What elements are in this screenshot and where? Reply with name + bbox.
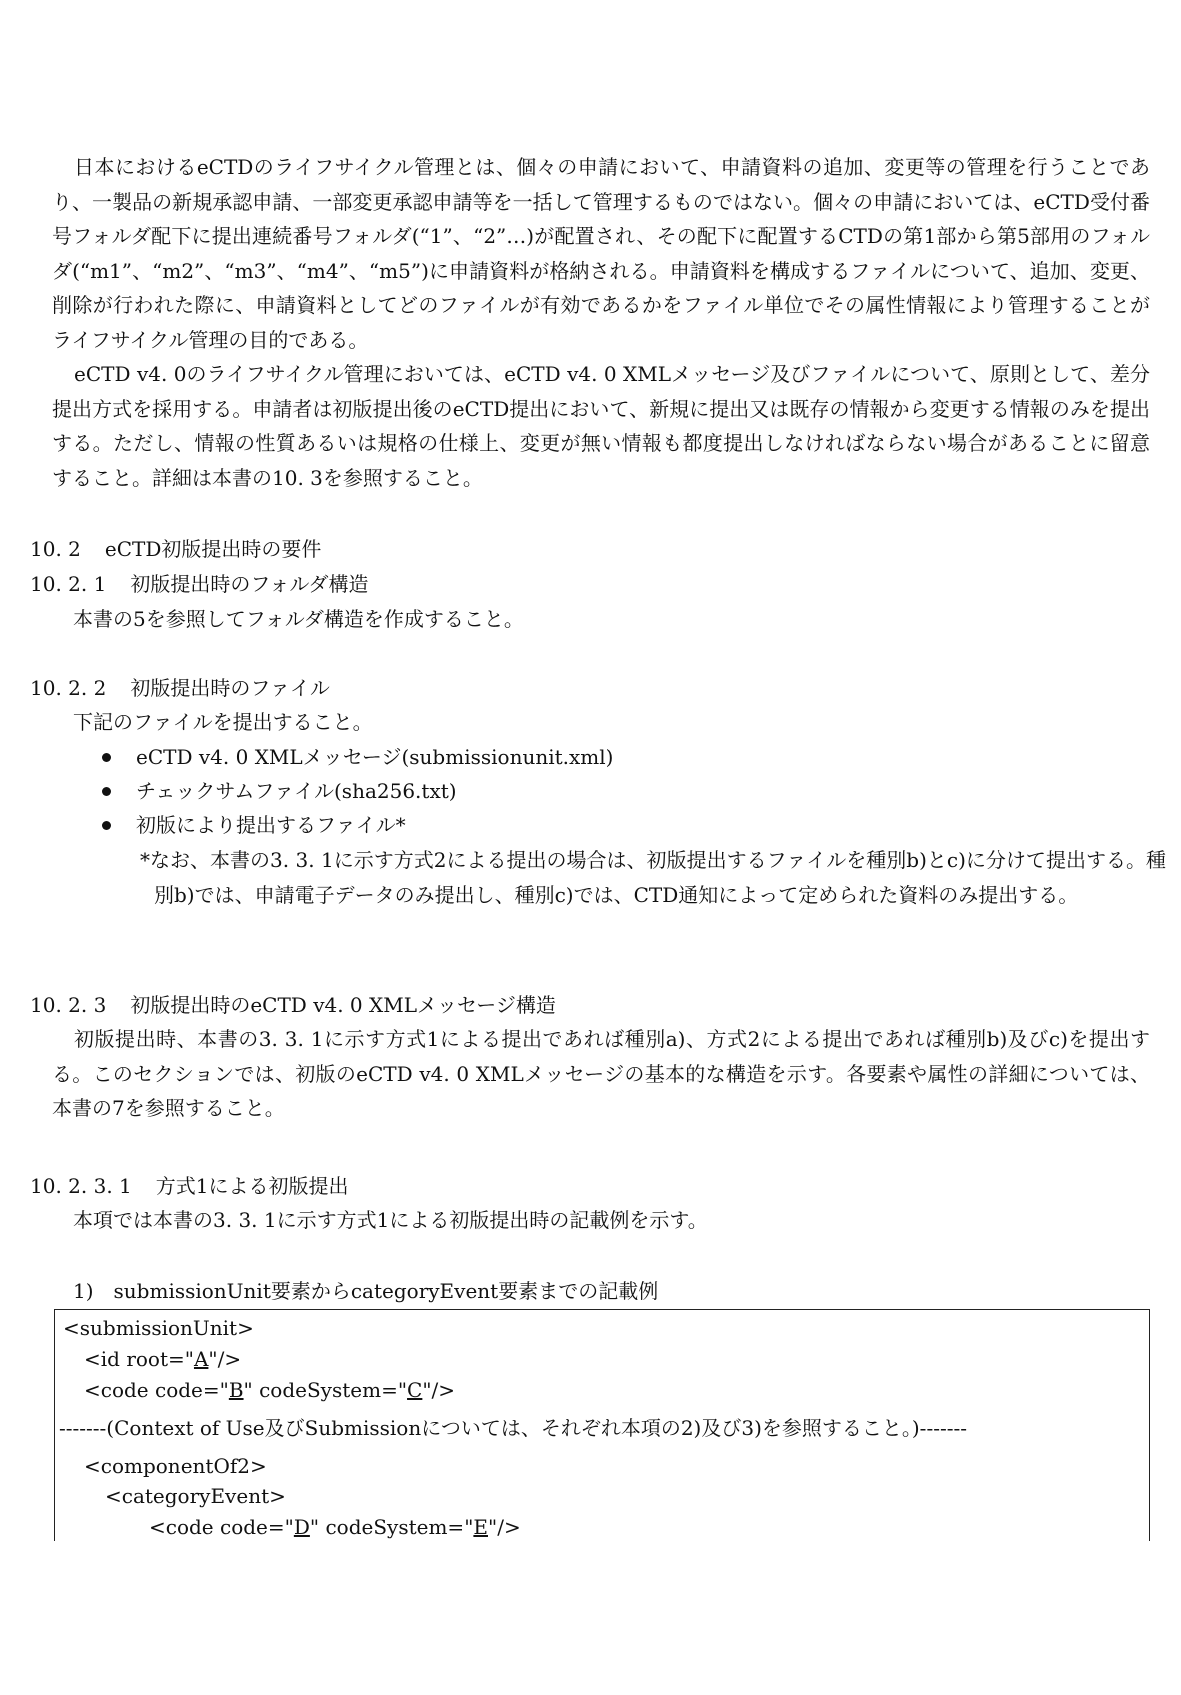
heading-title: eCTD初版提出時の要件 (104, 537, 322, 561)
heading-number: 10. 2. 3 (30, 993, 107, 1017)
bullet-icon (102, 787, 111, 796)
code-line-event-code: <code code="D" codeSystem="E"/> (149, 1515, 521, 1539)
file-list (96, 740, 613, 842)
section-10-2-3-1-body: 本項では本書の3. 3. 1に示す方式1による初版提出時の記載例を示す。 (73, 1208, 708, 1232)
list-item: 初版により提出するファイル* (96, 808, 613, 842)
list-item: eCTD v4. 0 XMLメッセージ(submissionunit.xml) (96, 740, 613, 774)
heading-title: 初版提出時のフォルダ構造 (130, 572, 369, 596)
placeholder-e: E (473, 1515, 488, 1539)
code-line-omission-note: -------(Context of Use及びSubmissionについては、それぞれ本項の2)及び3)を参照すること。)------- (59, 1416, 967, 1440)
section-10-2-3-body: 初版提出時、本書の3. 3. 1に示す方式1による提出であれば種別a)、方式2による提出であれば種別b)及びc)を提出する。このセクションでは、初版のeCTD v4. 0 XMLメッセージの基本的な構造を示す。各要素や属性の詳細については、本書の7を参照すること。 (52, 1027, 1150, 1121)
code-line-submission-unit: <submissionUnit> (63, 1316, 254, 1340)
heading-10-2-3-1 (30, 1169, 349, 1203)
heading-10-2-1 (30, 567, 369, 601)
bullet-icon (102, 821, 111, 830)
heading-number: 10. 2. 1 (30, 572, 107, 596)
code-line-category-event: <categoryEvent> (105, 1484, 286, 1508)
code-line-component-of2: <componentOf2> (84, 1454, 267, 1478)
section-10-2-2-body: 下記のファイルを提出すること。 (73, 710, 373, 734)
heading-10-2 (30, 532, 321, 566)
heading-10-2-3 (30, 988, 556, 1022)
code-line-code: <code code="B" codeSystem="C"/> (84, 1378, 456, 1402)
example-caption: 1) submissionUnit要素からcategoryEvent要素までの記載例 (73, 1279, 659, 1303)
heading-number: 10. 2 (30, 537, 81, 561)
code-line-id: <id root="A"/> (84, 1347, 242, 1371)
heading-number: 10. 2. 2 (30, 676, 107, 700)
placeholder-d: D (293, 1515, 310, 1539)
heading-title: 方式1による初版提出 (155, 1174, 349, 1198)
heading-title: 初版提出時のeCTD v4. 0 XMLメッセージ構造 (130, 993, 556, 1017)
footnote: *なお、本書の3. 3. 1に示す方式2による提出の場合は、初版提出するファイルを種別b)とc)に分けて提出する。種別b)では、申請電子データのみ提出し、種別c)では、CTD通知によって定められた資料のみ提出する。 (140, 848, 1166, 907)
intro-paragraph-2: eCTD v4. 0のライフサイクル管理においては、eCTD v4. 0 XMLメッセージ及びファイルについて、原則として、差分提出方式を採用する。申請者は初版提出後のeCTD提出において、新規に提出又は既存の情報から変更する情報のみを提出する。ただし、情報の性質あるいは規格の仕様上、変更が無い情報も都度提出しなければならない場合があることに留意すること。詳細は本書の10. 3を参照すること。 (52, 362, 1150, 490)
intro-paragraph-1: 日本におけるeCTDのライフサイクル管理とは、個々の申請において、申請資料の追加、変更等の管理を行うことであり、一製品の新規承認申請、一部変更承認申請等を一括して管理するものではない。個々の申請においては、eCTD受付番号フォルダ配下に提出連続番号フォルダ(“1”、“2”…)が配置され、その配下に配置するCTDの第1部から第5部用のフォルダ(“m1”、“m2”、“m3”、“m4”、“m5”)に申請資料が格納される。申請資料を構成するファイルについて、追加、変更、削除が行われた際に、申請資料としてどのファイルが有効であるかをファイル単位でその属性情報により管理することがライフサイクル管理の目的である。 (52, 155, 1150, 352)
bullet-icon (102, 753, 111, 762)
heading-title: 初版提出時のファイル (130, 676, 330, 700)
placeholder-c: C (407, 1378, 423, 1402)
code-example-box (54, 1309, 1150, 1541)
heading-number: 10. 2. 3. 1 (30, 1174, 132, 1198)
heading-10-2-2 (30, 671, 330, 705)
section-10-2-1-body: 本書の5を参照してフォルダ構造を作成すること。 (73, 607, 524, 631)
placeholder-a: A (193, 1347, 209, 1371)
placeholder-b: B (228, 1378, 244, 1402)
list-item: チェックサムファイル(sha256.txt) (96, 774, 613, 808)
